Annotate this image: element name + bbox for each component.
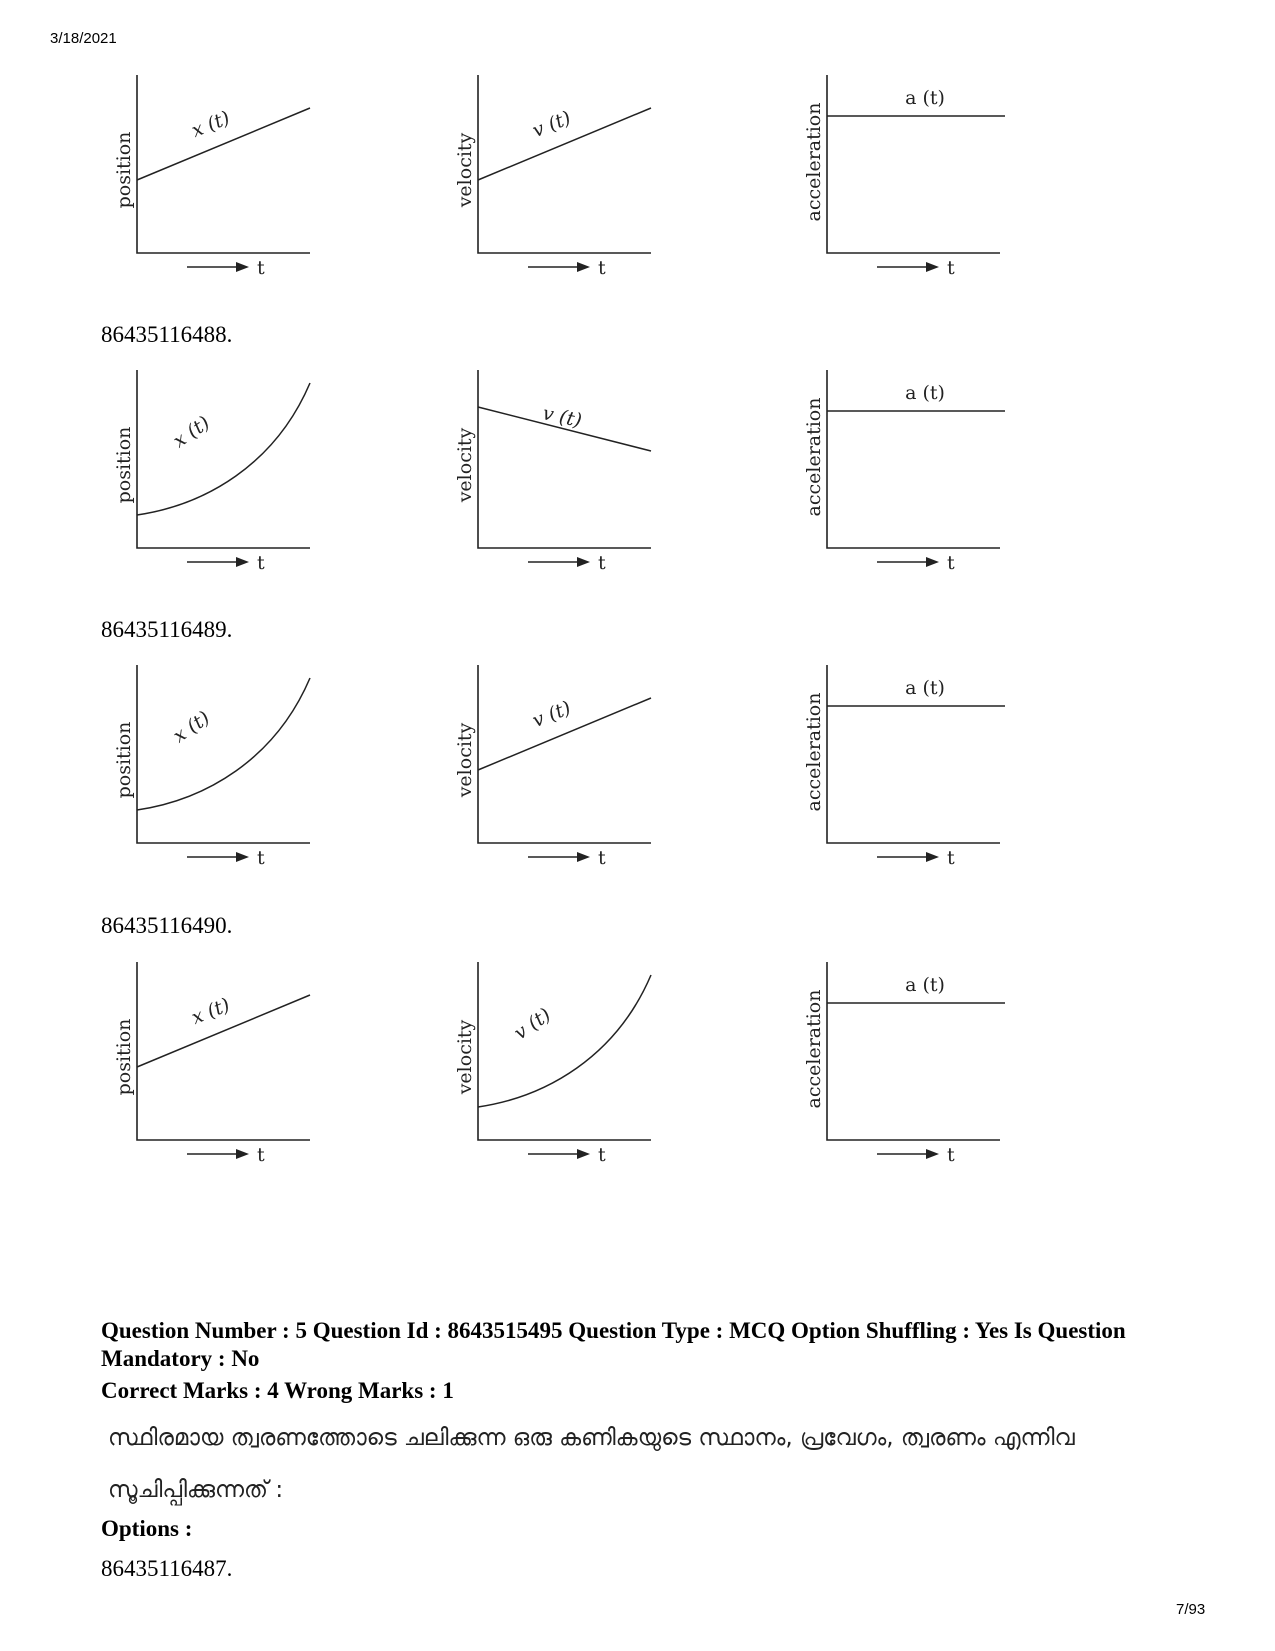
position-axis-label: position: [113, 1018, 135, 1096]
options-label: Options :: [101, 1516, 193, 1541]
time-arrow-head: [236, 262, 249, 272]
position-graph: [105, 957, 345, 1187]
option-id-86435116490: 86435116490.: [101, 913, 233, 938]
velocity-axis-label: velocity: [454, 722, 476, 798]
position-curve-label: x (t): [169, 411, 214, 453]
velocity-curve-label: v (t): [529, 106, 575, 142]
axes: [137, 75, 310, 253]
page-number: 7/93: [1176, 1601, 1206, 1618]
time-axis-label: t: [947, 847, 955, 869]
velocity-graph: [446, 70, 686, 300]
time-arrow-head: [577, 1149, 590, 1159]
option-id-86435116489: 86435116489.: [101, 617, 233, 642]
axes: [137, 370, 310, 548]
time-axis-label: t: [947, 1144, 955, 1166]
velocity-curve: [478, 975, 651, 1107]
print-date: 3/18/2021: [50, 30, 117, 47]
velocity-graph: [446, 365, 686, 595]
time-axis-label: t: [598, 257, 606, 279]
position-axis-label: position: [113, 426, 135, 504]
position-curve-label: x (t): [188, 106, 234, 142]
acceleration-curve-label: a (t): [905, 382, 945, 404]
velocity-axis-label: velocity: [454, 427, 476, 503]
position-curve-label: x (t): [188, 993, 234, 1029]
question-text: [108, 1412, 1188, 1516]
time-axis-label: t: [947, 552, 955, 574]
axes: [137, 962, 310, 1140]
option-id-86435116488: 86435116488.: [101, 322, 233, 347]
velocity-graph: [446, 660, 686, 890]
time-arrow-head: [926, 262, 939, 272]
time-arrow-head: [926, 557, 939, 567]
question-marks: Correct Marks : 4 Wrong Marks : 1: [101, 1378, 454, 1403]
question-meta: Question Number : 5 Question Id : 8643515495 Question Type : MCQ Option Shuffling : Yes Is Question Mandatory : No: [101, 1318, 1126, 1371]
position-curve: [137, 383, 310, 515]
position-graph: [105, 660, 345, 890]
acceleration-graph: [795, 957, 1035, 1187]
acceleration-graph: [795, 365, 1035, 595]
time-arrow-head: [236, 557, 249, 567]
position-graph: [105, 365, 345, 595]
acceleration-graph: [795, 70, 1035, 300]
acceleration-axis-label: acceleration: [803, 692, 825, 812]
acceleration-axis-label: acceleration: [803, 989, 825, 1109]
question-text-line-2: സൂചിപ്പിക്കുന്നത് :: [108, 1477, 284, 1503]
acceleration-axis-label: acceleration: [803, 397, 825, 517]
axes: [478, 75, 651, 253]
position-axis-label: position: [113, 721, 135, 799]
acceleration-graph: [795, 660, 1035, 890]
position-axis-label: position: [113, 131, 135, 209]
time-axis-label: t: [257, 257, 265, 279]
time-arrow-head: [926, 1149, 939, 1159]
time-axis-label: t: [598, 552, 606, 574]
velocity-axis-label: velocity: [454, 132, 476, 208]
velocity-graph: [446, 957, 686, 1187]
acceleration-curve-label: a (t): [905, 974, 945, 996]
time-axis-label: t: [598, 847, 606, 869]
velocity-curve-label: v (t): [540, 402, 584, 432]
velocity-curve-label: v (t): [510, 1003, 555, 1045]
time-arrow-head: [236, 852, 249, 862]
time-arrow-head: [577, 852, 590, 862]
time-arrow-head: [577, 262, 590, 272]
axes: [478, 370, 651, 548]
question-text-line-1: സ്ഥിരമായ ത്വരണത്തോടെ ചലിക്കുന്ന ഒരു കണികയുടെ സ്ഥാനം, പ്രവേഗം, ത്വരണം എന്നിവ: [108, 1425, 1075, 1451]
position-curve-label: x (t): [169, 706, 214, 748]
time-axis-label: t: [947, 257, 955, 279]
time-axis-label: t: [598, 1144, 606, 1166]
option-id-86435116487: 86435116487.: [101, 1556, 233, 1581]
axes: [137, 665, 310, 843]
velocity-axis-label: velocity: [454, 1019, 476, 1095]
axes: [478, 665, 651, 843]
time-axis-label: t: [257, 847, 265, 869]
time-arrow-head: [577, 557, 590, 567]
time-arrow-head: [236, 1149, 249, 1159]
position-graph: [105, 70, 345, 300]
velocity-curve-label: v (t): [529, 696, 575, 732]
axes: [478, 962, 651, 1140]
acceleration-curve-label: a (t): [905, 677, 945, 699]
time-axis-label: t: [257, 552, 265, 574]
time-axis-label: t: [257, 1144, 265, 1166]
acceleration-axis-label: acceleration: [803, 102, 825, 222]
position-curve: [137, 678, 310, 810]
acceleration-curve-label: a (t): [905, 87, 945, 109]
time-arrow-head: [926, 852, 939, 862]
